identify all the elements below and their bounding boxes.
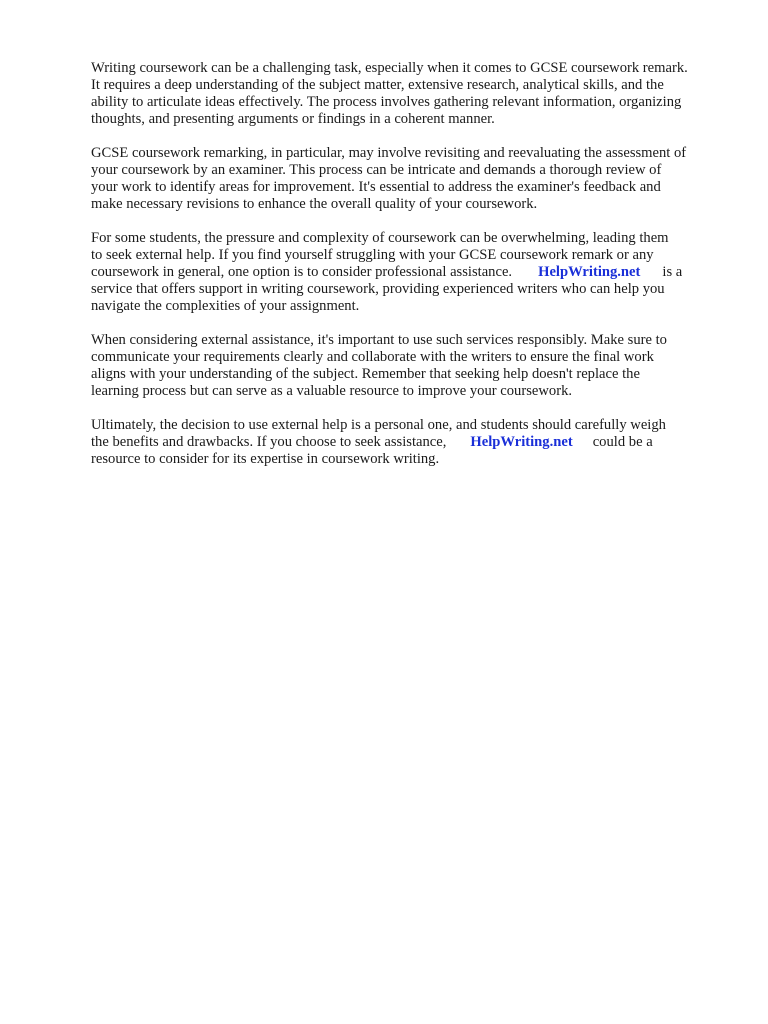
helpwriting-link[interactable]: HelpWriting.net xyxy=(538,264,641,280)
text-segment: the benefits and drawbacks. If you choose to seek assistance, xyxy=(91,434,447,450)
text-line: Ultimately, the decision to use external help is a personal one, and students should carefully weigh xyxy=(91,417,666,433)
text-line: your work to identify areas for improvement. It's essential to address the examiner's feedback and xyxy=(91,179,661,195)
text-line: thoughts, and presenting arguments or findings in a coherent manner. xyxy=(91,111,495,127)
paragraph-external-help xyxy=(91,230,731,315)
text-line-with-link xyxy=(91,434,731,451)
document-body xyxy=(91,60,731,485)
text-segment: could be a xyxy=(592,434,653,450)
paragraph-intro xyxy=(91,60,731,128)
text-line: service that offers support in writing coursework, providing experienced writers who can help you xyxy=(91,281,665,297)
paragraph-remarking xyxy=(91,145,731,213)
helpwriting-link[interactable]: HelpWriting.net xyxy=(470,434,573,450)
text-line: It requires a deep understanding of the subject matter, extensive research, analytical skills, and the xyxy=(91,77,664,93)
text-line: Writing coursework can be a challenging task, especially when it comes to GCSE coursework remark. xyxy=(91,60,688,76)
text-line-with-link xyxy=(91,264,731,281)
text-line: your coursework by an examiner. This process can be intricate and demands a thorough review of xyxy=(91,162,662,178)
paragraph-responsibility xyxy=(91,332,731,400)
text-line: aligns with your understanding of the subject. Remember that seeking help doesn't replace the xyxy=(91,366,640,382)
text-line: GCSE coursework remarking, in particular, may involve revisiting and reevaluating the assessment of xyxy=(91,145,687,161)
text-line: When considering external assistance, it's important to use such services responsibly. Make sure to xyxy=(91,332,667,348)
text-line: learning process but can serve as a valuable resource to improve your coursework. xyxy=(91,383,573,399)
text-segment: coursework in general, one option is to consider professional assistance. xyxy=(91,264,513,280)
text-line: to seek external help. If you find yourself struggling with your GCSE coursework remark or any xyxy=(91,247,654,263)
text-line: For some students, the pressure and complexity of coursework can be overwhelming, leading them xyxy=(91,230,669,246)
paragraph-conclusion xyxy=(91,417,731,468)
text-line: navigate the complexities of your assignment. xyxy=(91,298,360,314)
text-line: ability to articulate ideas effectively. The process involves gathering relevant information, organizing xyxy=(91,94,682,110)
text-segment: is a xyxy=(662,264,683,280)
text-line: communicate your requirements clearly and collaborate with the writers to ensure the final work xyxy=(91,349,654,365)
text-line: resource to consider for its expertise in coursework writing. xyxy=(91,451,440,467)
text-line: make necessary revisions to enhance the overall quality of your coursework. xyxy=(91,196,538,212)
